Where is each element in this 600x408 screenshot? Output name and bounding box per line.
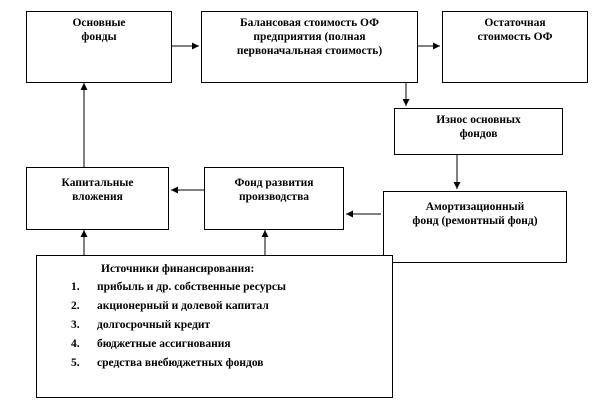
list-item	[71, 354, 392, 373]
box-book-value-line1: Балансовая стоимость ОФ	[240, 17, 379, 29]
list-item	[71, 316, 392, 335]
funding-sources-title: Источники финансирования:	[101, 263, 255, 275]
list-item-number: 2.	[71, 300, 80, 312]
list-item-text: бюджетные ассигнования	[97, 338, 231, 350]
box-funding-sources	[36, 255, 393, 398]
box-development-fund	[204, 167, 344, 230]
box-capital-investment-line2: вложения	[72, 191, 123, 203]
list-item-number: 1.	[71, 281, 80, 293]
box-capital-investment	[26, 167, 169, 230]
box-fixed-assets-line2: фонды	[81, 31, 117, 43]
box-book-value-line3: первоначальная стоимость)	[236, 45, 383, 57]
box-development-fund-line2: производства	[238, 191, 310, 203]
box-amortization-fund	[383, 191, 567, 263]
list-item-number: 3.	[71, 319, 80, 331]
list-item	[71, 335, 392, 354]
box-depreciation-line2: фондов	[459, 128, 498, 140]
list-item	[71, 297, 392, 316]
list-item-text: акционерный и долевой капитал	[97, 300, 269, 312]
list-item-number: 4.	[71, 338, 80, 350]
box-depreciation	[394, 108, 563, 155]
box-amortization-fund-line1: Амортизационный	[425, 201, 525, 213]
list-item	[71, 278, 392, 297]
box-residual-value	[442, 11, 588, 83]
list-item-number: 5.	[71, 357, 80, 369]
box-book-value	[201, 11, 418, 83]
box-book-value-line2: предприятия (полная	[253, 31, 366, 43]
funding-sources-list	[71, 278, 392, 373]
box-development-fund-line1: Фонд развития	[234, 177, 314, 189]
list-item-text: средства внебюджетных фондов	[97, 357, 264, 369]
box-fixed-assets	[26, 11, 172, 83]
box-residual-value-line2: стоимость ОФ	[477, 31, 553, 43]
box-depreciation-line1: Износ основных	[436, 114, 521, 126]
box-capital-investment-line1: Капитальные	[61, 177, 134, 189]
box-amortization-fund-line2: фонд (ремонтный фонд)	[412, 215, 538, 227]
box-fixed-assets-line1: Основные	[72, 17, 126, 29]
list-item-text: прибыль и др. собственные ресурсы	[97, 281, 286, 293]
list-item-text: долгосрочный кредит	[97, 319, 211, 331]
box-residual-value-line1: Остаточная	[484, 17, 546, 29]
